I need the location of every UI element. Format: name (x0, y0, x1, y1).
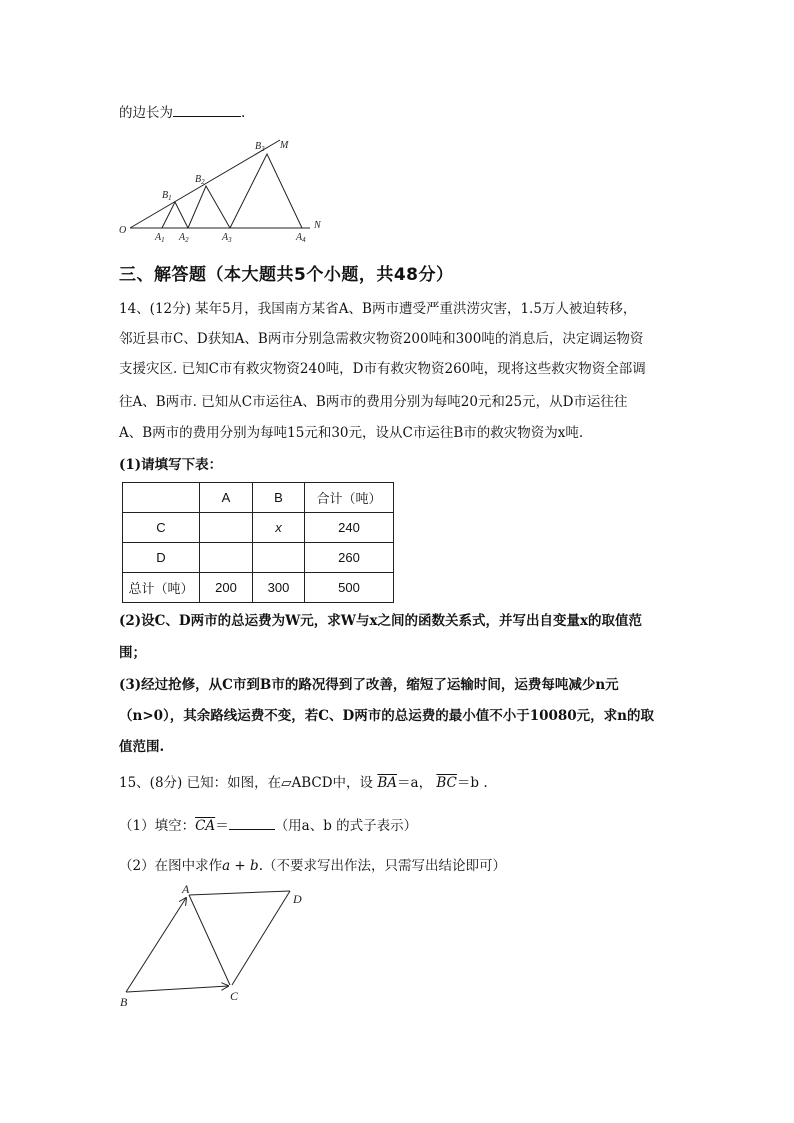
table-cell: 200 (200, 573, 253, 603)
vector-a-eq: ＝a， (397, 775, 433, 791)
q14-line-5: A、B两市的费用分别为每吨15元和30元，设从C市运往B市的救灾物资为x吨. (119, 425, 584, 441)
q15-part2-expr: a + b (222, 858, 259, 874)
triangle-3 (230, 154, 302, 228)
q15-part1-pre: （1）填空： (119, 818, 196, 834)
table-cell: 总计（吨） (123, 573, 200, 603)
q13-tail-line (119, 102, 245, 123)
answer-blank (173, 102, 241, 117)
q14-part2-line-1: (2)设C、D两市的总运费为W元，求W与x之间的函数关系式，并写出自变量x的取值范 (119, 613, 643, 629)
label-A1: $A_1$ (155, 232, 165, 244)
table-cell: B (253, 483, 305, 513)
vector-BC-arrow (126, 986, 228, 992)
label-B3: $B_3$ (255, 141, 265, 153)
label-B1: $B_1$ (162, 190, 172, 202)
vector-BC: $\overline{BC}$ (436, 775, 457, 791)
ray-OM (130, 140, 280, 228)
q15-part2-post: .（不要求写出作法，只需写出结论即可） (258, 858, 506, 874)
vector-BA-arrow (126, 898, 186, 992)
q14-part1: (1)请填写下表： (119, 457, 223, 473)
label-A: A (182, 882, 190, 896)
section-heading: 三、解答题（本大题共5个小题，共48分） (119, 265, 454, 285)
label-C: C (230, 989, 239, 1003)
table-cell: 300 (253, 573, 305, 603)
table-header-row (123, 483, 394, 513)
vector-b-eq: ＝b . (456, 775, 488, 791)
table-cell (200, 513, 253, 543)
table-row (123, 513, 394, 543)
q15-part1-eq: ＝ (215, 818, 229, 834)
table-cell: C (123, 513, 200, 543)
label-A2: $A_2$ (179, 232, 189, 244)
table-cell: 合计（吨） (305, 483, 394, 513)
q14-part3-line-1: (3)经过抢修，从C市到B市的路况得到了改善，缩短了运输时间，运费每吨减少n元 (119, 677, 619, 693)
table-cell: 240 (305, 513, 394, 543)
q14-line-3: 支援灾区. 已知C市有救灾物资240吨，D市有救灾物资260吨，现将这些救灾物资全部调 (119, 361, 646, 377)
label-D: D (293, 892, 302, 906)
figure-parallelogram (112, 882, 312, 1012)
label-N: N (314, 220, 321, 231)
label-A3: $A_3$ (222, 232, 232, 244)
figure-triangles (110, 132, 340, 247)
vector-BA: $\overline{BA}$ (377, 775, 398, 791)
q15-part2-pre: （2）在图中求作 (119, 858, 223, 874)
vector-CA: $\overline{CA}$ (195, 818, 216, 834)
segment-DC (232, 891, 290, 985)
triangle-2 (188, 186, 230, 228)
label-O: O (119, 225, 127, 236)
triangle-1 (162, 202, 188, 228)
q13-tail-end: . (241, 105, 246, 121)
table-cell: x (253, 513, 305, 543)
label-B: B (120, 995, 128, 1009)
q15-part2-line (119, 856, 506, 876)
table-cell: 500 (305, 573, 394, 603)
q14-line-2: 邻近县市C、D获知A、B两市分别急需救灾物资200吨和300吨的消息后，决定调运物资 (119, 331, 644, 347)
q14-part3-line-2: （n>0），其余路线运费不变，若C、D两市的总运费的最小值不小于10080元，求n的取 (119, 708, 655, 724)
table-cell (200, 543, 253, 573)
q15-part1-post: （用a、b 的式子表示） (274, 818, 418, 834)
label-M: M (280, 140, 289, 151)
label-B2: $B_2$ (195, 174, 205, 186)
q14-part2-line-2: 围； (119, 645, 146, 661)
table-cell (253, 543, 305, 573)
table-row (123, 573, 394, 603)
q14-part3-line-3: 值范围. (119, 739, 165, 755)
table-row (123, 543, 394, 573)
segment-AC (189, 895, 230, 985)
q15-intro: 15、(8分) 已知：如图，在▱ABCD中，设 (119, 775, 374, 791)
table-cell: D (123, 543, 200, 573)
table-cell (123, 483, 200, 513)
label-A4: $A_4$ (296, 232, 306, 244)
q15-part1-line (119, 815, 417, 836)
q13-tail-text: 的边长为 (119, 105, 173, 121)
q14-line-4: 往A、B两市. 已知从C市运往A、B两市的费用分别为每吨20元和25元，从D市运往往 (119, 394, 628, 410)
table-cell: A (200, 483, 253, 513)
freight-table (122, 482, 394, 603)
q14-line-1: 14、(12分) 某年5月，我国南方某省A、B两市遭受严重洪涝灾害，1.5万人被迫转移， (119, 301, 637, 317)
answer-blank (229, 815, 275, 830)
q15-intro-line (119, 773, 488, 793)
segment-AD (189, 891, 290, 895)
table-cell: 260 (305, 543, 394, 573)
